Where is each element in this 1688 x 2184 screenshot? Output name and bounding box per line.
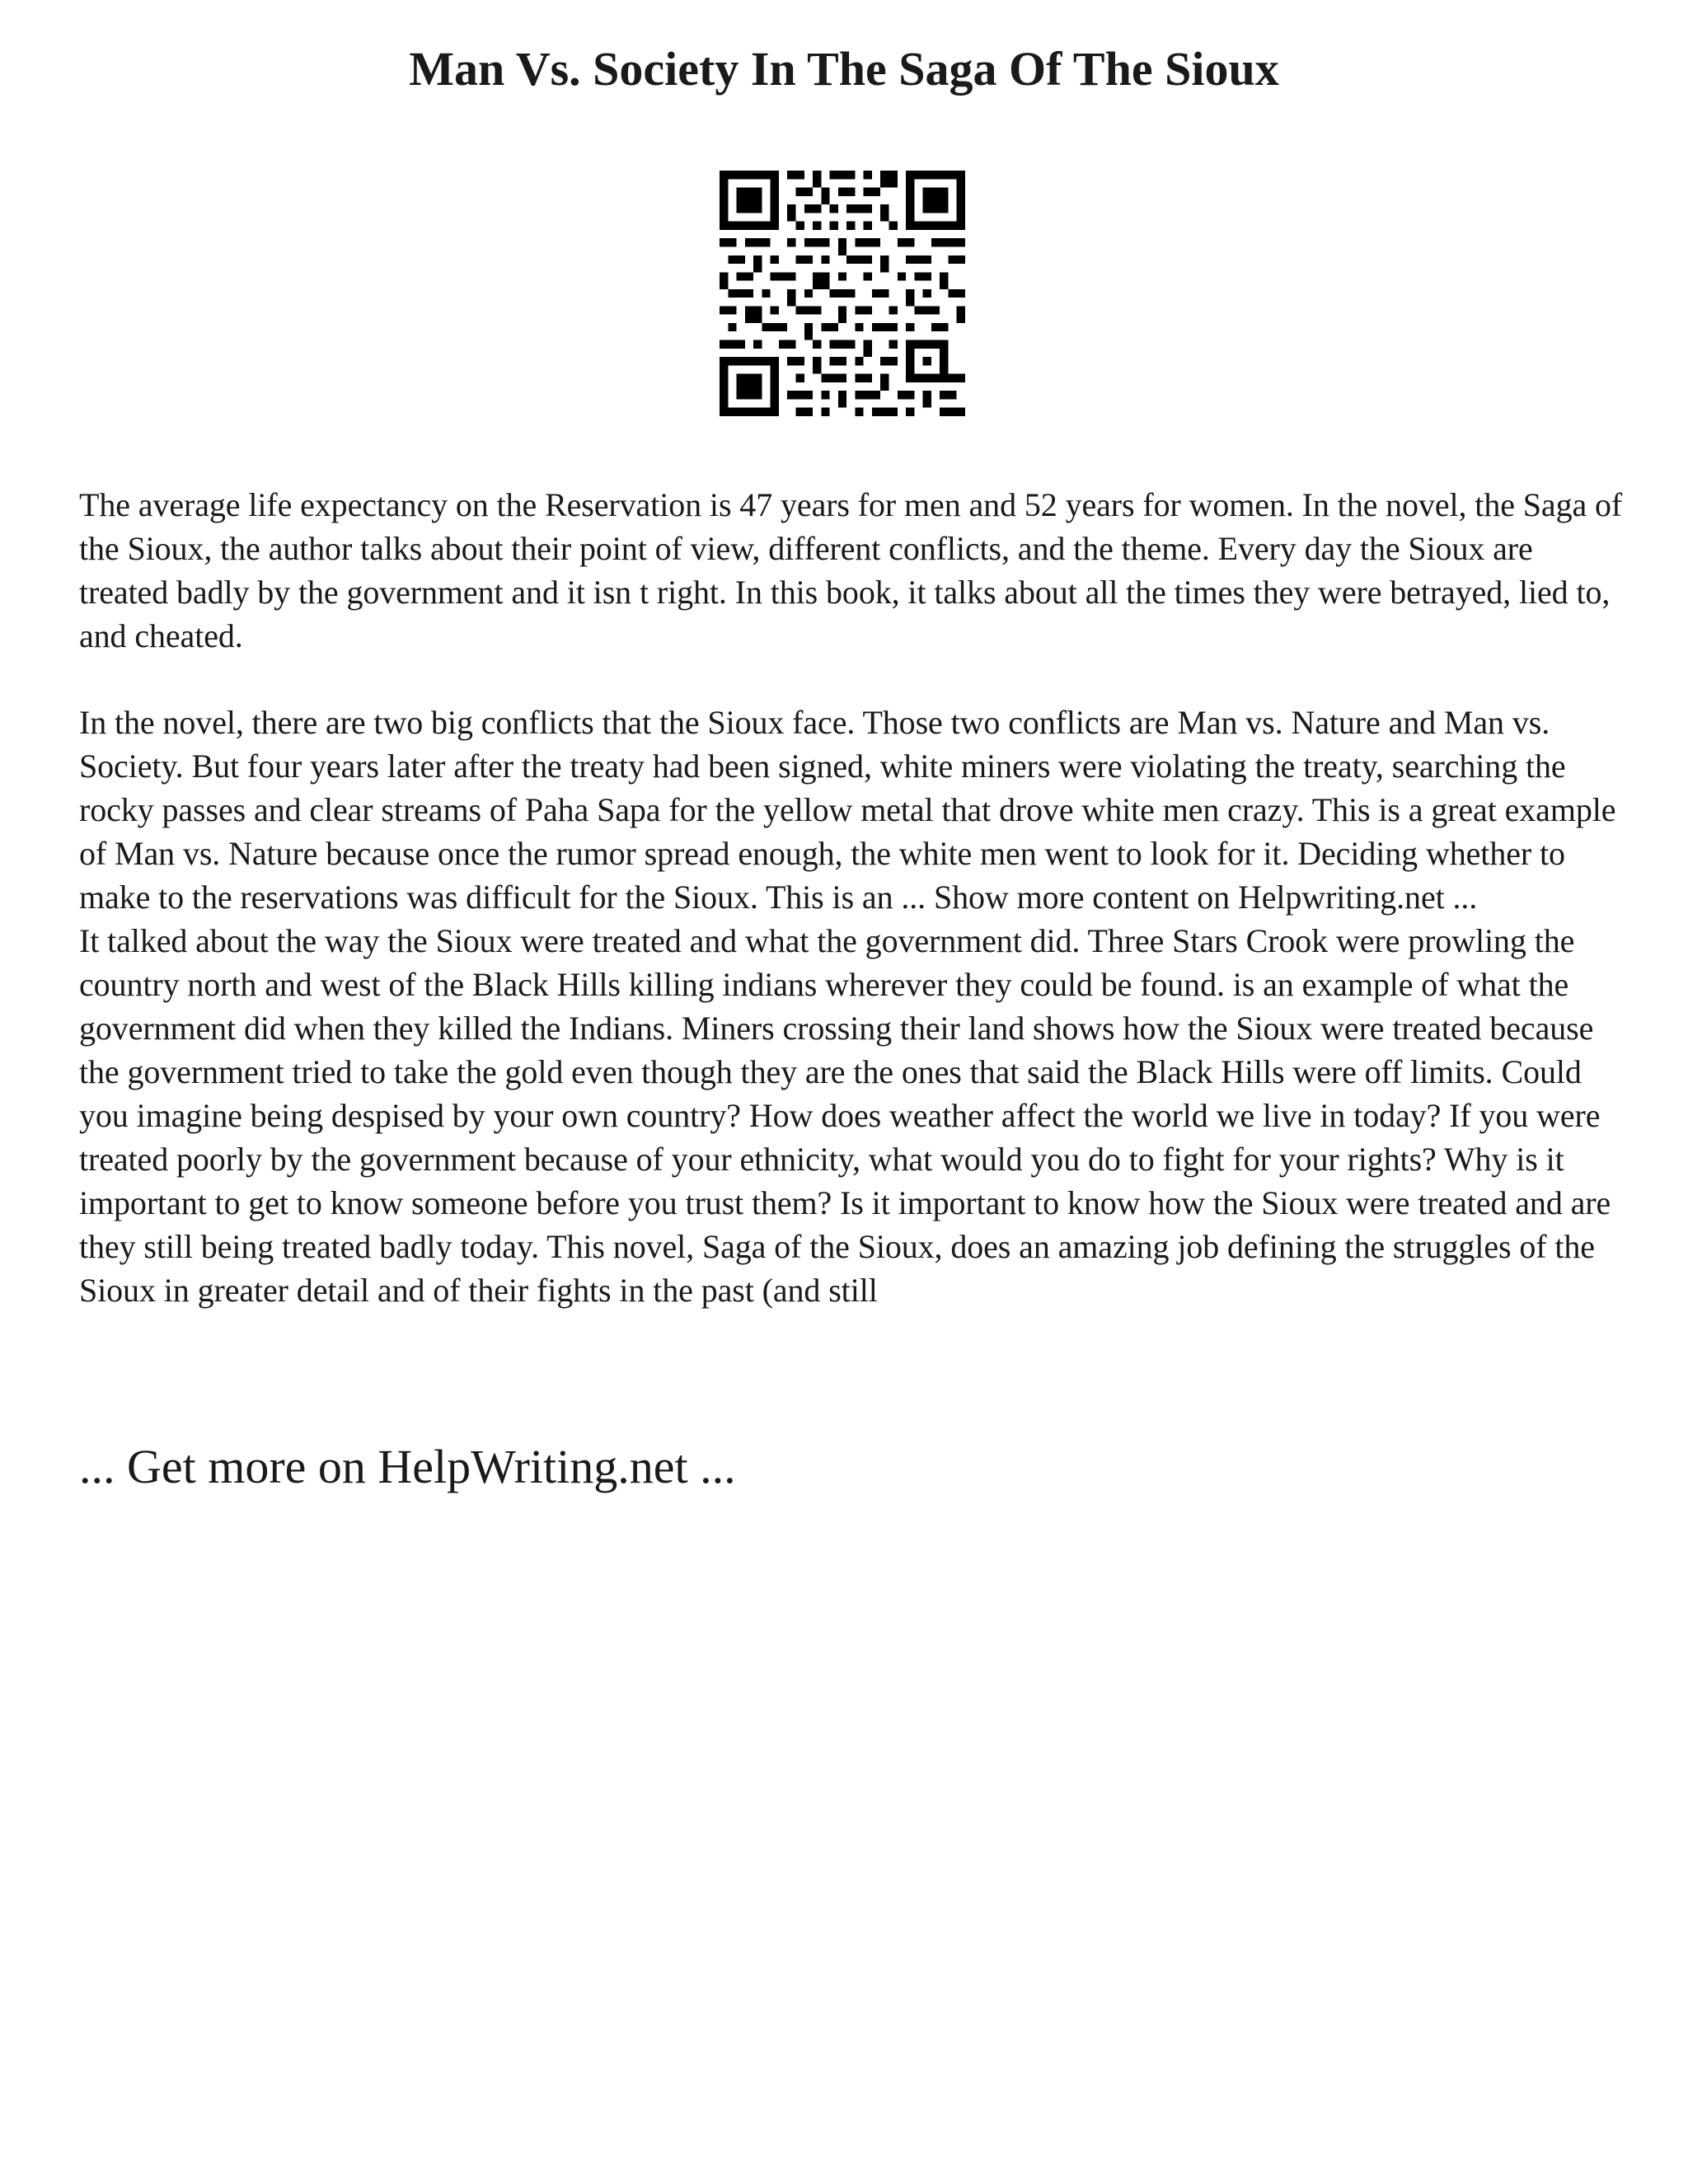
qr-code-icon (720, 171, 965, 416)
page-title: Man Vs. Society In The Saga Of The Sioux (409, 42, 1279, 96)
qr-code-graphic (720, 171, 965, 416)
get-more-link[interactable]: ... Get more on HelpWriting.net ... (79, 1440, 736, 1493)
paragraph-intro: The average life expectancy on the Reservation is 47 years for men and 52 years for women. In the novel, the Saga of the Sioux, the author talks about their point of view, different conflicts, and the theme. Every day the Sioux are treated badly by the government and it isn t right. In this book, it talks about all the times they were betrayed, lied to, and cheated. (79, 486, 1623, 654)
paragraph-treatment: It talked about the way the Sioux were treated and what the government did. Three Stars Crook were prowling the country north and west of the Black Hills killing indians wherever they could be found. is an example of what the government did when they killed the Indians. Miners crossing their land shows how the Sioux were treated because the government tried to take the gold even though they are the ones that said the Black Hills were off limits. Could you imagine being despised by your own country? How does weather affect the world we live in today? If you were treated poorly by the government because of your ethnicity, what would you do to fight for your rights? Why is it important to get to know someone before you trust them? Is it important to know how the Sioux were treated and are they still being treated badly today. This novel, Saga of the Sioux, does an amazing job defining the struggles of the Sioux in greater detail and of their fights in the past (and still (79, 922, 1611, 1309)
paragraph-conflicts: In the novel, there are two big conflicts that the Sioux face. Those two conflicts are Man vs. Nature and Man vs. Society. But four years later after the treaty had been signed, white miners were violating the treaty, searching the rocky passes and clear streams of Paha Sapa for the yellow metal that drove white men crazy. This is a great example of Man vs. Nature because once the rumor spread enough, the white men went to look for it. Deciding whether to make to the reservations was difficult for the Sioux. This is an ... Show more content on Helpwriting.net ... (79, 704, 1616, 916)
article-body (79, 483, 1629, 1312)
